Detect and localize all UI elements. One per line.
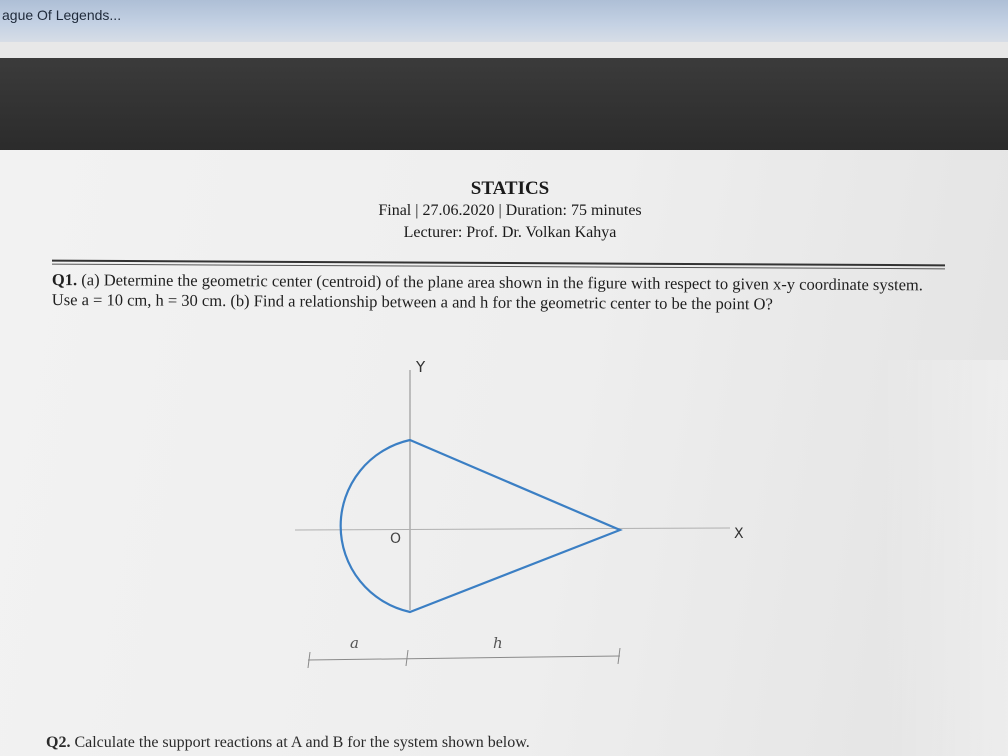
dark-toolbar-band bbox=[0, 58, 1008, 158]
taskbar-window-title[interactable]: ague Of Legends... bbox=[2, 7, 122, 23]
question-1-label: Q1. bbox=[51, 270, 78, 290]
question-2-label: Q2. bbox=[46, 734, 71, 751]
dimension-line bbox=[308, 656, 620, 660]
course-title: STATICS bbox=[470, 178, 550, 199]
origin-label: O bbox=[390, 531, 402, 547]
dimension-tick-mid bbox=[406, 650, 408, 666]
dimension-label-h: h bbox=[493, 634, 503, 652]
lecturer-line: Lecturer: Prof. Dr. Volkan Kahya bbox=[403, 224, 617, 241]
x-axis-label: X bbox=[734, 526, 744, 542]
question-2-text: Calculate the support reactions at A and B for the system shown below. bbox=[74, 734, 530, 751]
dimension-label-a: a bbox=[350, 634, 359, 652]
exam-header bbox=[330, 178, 690, 244]
question-2 bbox=[46, 734, 530, 752]
x-axis bbox=[295, 528, 730, 530]
centroid-figure bbox=[280, 350, 760, 680]
y-axis-label: Y bbox=[416, 358, 426, 376]
exam-info-line: Final | 27.06.2020 | Duration: 75 minutes bbox=[378, 202, 642, 219]
question-1 bbox=[52, 270, 947, 315]
question-1-text: (a) Determine the geometric center (centroid) of the plane area shown in the figure with respect to given x-y coordinate system. Use a = 10 cm, h = 30 cm. (b) Find a relationship between a and h for the geometric center to be the point O? bbox=[51, 270, 923, 314]
plane-area-outline bbox=[341, 440, 620, 612]
taskbar bbox=[0, 0, 1008, 42]
screen-glare bbox=[880, 360, 1008, 756]
